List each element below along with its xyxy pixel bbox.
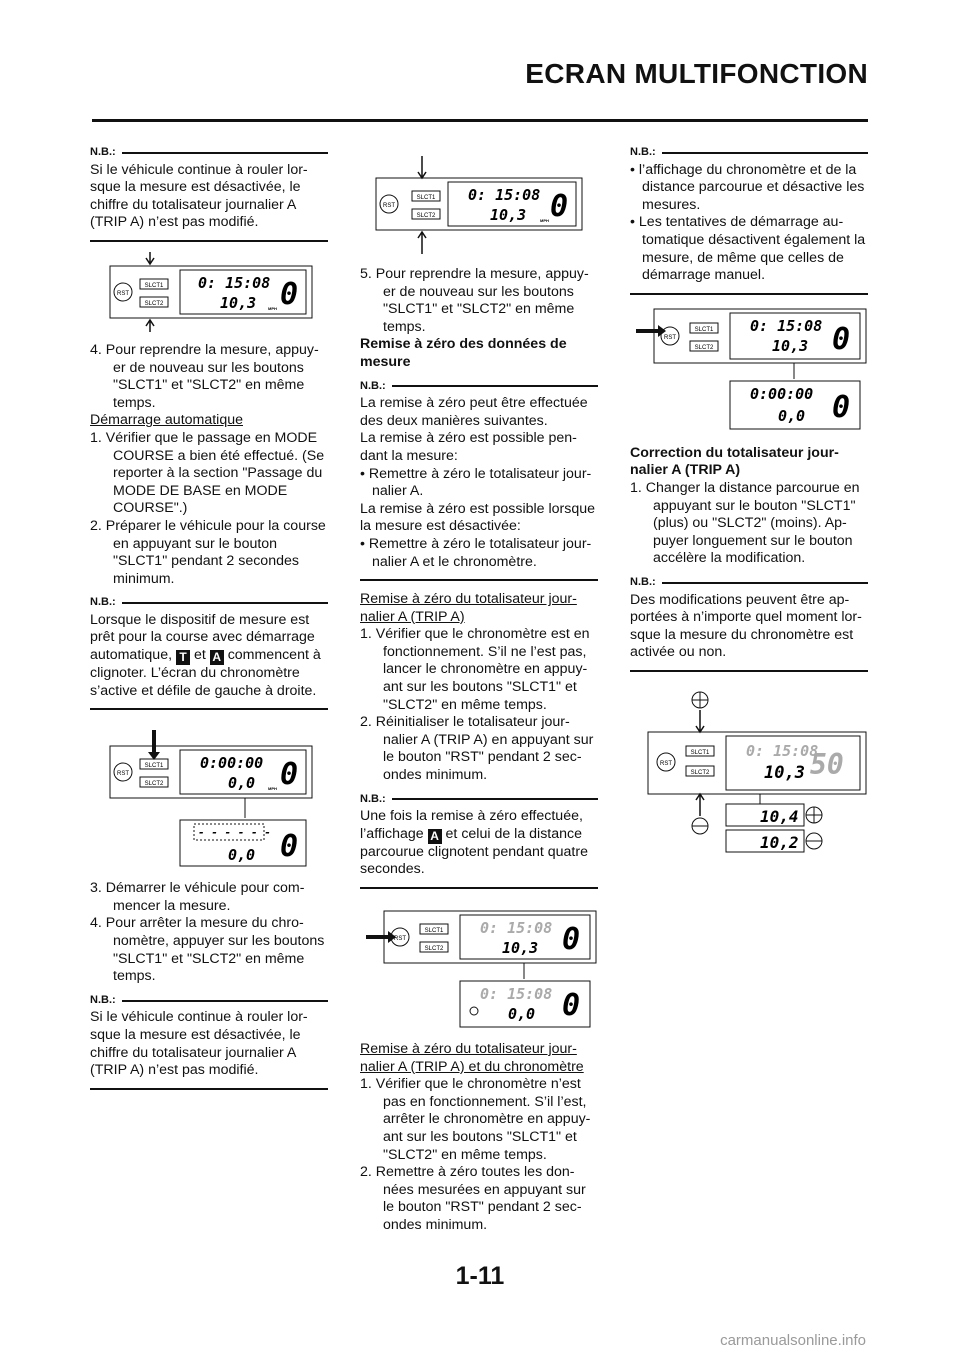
svg-text:0: 0	[550, 189, 569, 224]
step-text: 5. Pour reprendre la mesure, appuy-er de nouveau sur les boutons "SLCT1" et "SLCT2" en même temps.	[360, 266, 589, 335]
svg-text:SLCT1: SLCT1	[694, 326, 714, 333]
lcd-figure-1	[90, 252, 328, 332]
svg-text:50: 50	[810, 747, 844, 781]
svg-text:RST: RST	[660, 760, 672, 767]
press-arrow	[146, 252, 154, 264]
step-text: 2. Réinitialiser le totalisateur jour-nalier A (TRIP A) en appuyant sur le bouton "RST" pendant 2 sec-ondes minimum.	[360, 714, 594, 784]
svg-text:RST: RST	[117, 771, 129, 778]
svg-text:0: 0	[280, 757, 299, 793]
section-heading: Démarrage automatique	[90, 412, 243, 429]
svg-text:SLCT1: SLCT1	[416, 195, 436, 201]
step-text: 1. Vérifier que le chronomètre n’est pas en fonctionnement. S’il l’est, arrêter le chronomètre en appuy-ant sur les boutons "SLCT1" et "SLCT2" en même temps.	[360, 1076, 591, 1163]
svg-text:SLCT1: SLCT1	[144, 763, 164, 770]
rst-button-label: RST	[117, 290, 129, 297]
section-heading: Remise à zéro du totalisateur jour-nalier A (TRIP A) et du chronomètre	[360, 1041, 584, 1075]
svg-text:SLCT2: SLCT2	[416, 213, 436, 219]
svg-text:10,3: 10,3	[220, 293, 257, 312]
lcd-figure-3	[360, 156, 598, 256]
svg-text:0: 15:08: 0: 15:08	[480, 919, 553, 937]
step-text: 2. Préparer le véhicule pour la course en appuyant sur le bouton "SLCT1" pendant 2 secondes minimum.	[90, 517, 326, 587]
note-box	[90, 612, 328, 710]
page-number: 1-11	[455, 1262, 505, 1290]
note-text: Lorsque le dispositif de mesure est prêt pour la course avec démarrage automatique, T et A commencent à clignoter. L’écran du chronomètre s’active et défile de gauche à droite.	[90, 611, 321, 699]
svg-text:0: 15:08: 0: 15:08	[468, 186, 541, 204]
svg-text:10,3: 10,3	[772, 336, 809, 355]
svg-text:0: 0	[280, 829, 299, 865]
a-icon: A	[210, 650, 224, 665]
svg-text:- - - - - -: - - - - - -	[198, 826, 271, 840]
svg-text:0: 0	[562, 988, 581, 1023]
column-3	[630, 138, 868, 866]
svg-text:MPH: MPH	[540, 218, 549, 223]
watermark: carmanualsonline.info	[720, 1332, 866, 1349]
note-box: La remise à zéro peut être effectuée des deux manières suivantes. La remise à zéro est possible pen-dant la mesure: • Remettre à zéro le totalisateur jour-nalier A. La remise à zéro est possible lorsque la mesure est désactivée: • Remettre à zéro le totalisateur jour-nalier A et le chronomètre.	[360, 395, 598, 581]
t-icon: T	[176, 650, 190, 665]
svg-text:10,4: 10,4	[760, 806, 799, 826]
svg-text:0: 15:08: 0: 15:08	[198, 273, 271, 292]
step-text: 4. Pour arrêter la mesure du chro-nomètre, appuyer sur les boutons "SLCT1" et "SLCT2" en même temps.	[90, 915, 325, 985]
step-text: 1. Vérifier que le passage en MODE COURSE a bien été effectué. (Se reporter à la section "Passage du MODE DE BASE en MODE COURSE".)	[90, 429, 325, 517]
section-heading: Remise à zéro du totalisateur jour-nalier A (TRIP A)	[360, 591, 577, 625]
step-text: 1. Changer la distance parcourue en appuyant sur le bouton "SLCT1" (plus) ou "SLCT2" (moins). Ap-puyer longuement sur le bouton accélère la modification.	[630, 479, 860, 567]
svg-text:0: 15:08: 0: 15:08	[750, 316, 823, 335]
svg-text:RST: RST	[664, 334, 676, 341]
note-box: • l’affichage du chronomètre et de la distance parcourue et désactive les mesures. • Les tentatives de démarrage au-tomatique désactivent également la mesure, de même que celles de démarrage manuel.	[630, 162, 868, 295]
press-arrow	[146, 320, 154, 332]
note-box	[90, 162, 328, 242]
svg-text:RST: RST	[383, 203, 395, 209]
page-title: ECRAN MULTIFONCTION	[525, 58, 868, 89]
nb-label: N.B.:	[90, 594, 328, 612]
svg-text:0,0: 0,0	[778, 406, 806, 425]
nb-label: N.B.:	[90, 144, 328, 162]
note-text: Si le véhicule continue à rouler lor-sque la mesure est désactivée, le chiffre du totalisateur journalier A (TRIP A) n’est pas modifié.	[90, 161, 308, 231]
svg-text:0: 0	[832, 389, 851, 425]
note-text: Des modifications peuvent être ap-portées à n’importe quel moment lor-sque la mesure du chronomètre est activée ou non.	[630, 591, 862, 661]
svg-text:0: 0	[280, 276, 299, 312]
nb-label: N.B.:	[630, 574, 868, 592]
svg-text:SLCT2: SLCT2	[144, 300, 164, 307]
section-heading: Correction du totalisateur jour-nalier A (TRIP A)	[630, 444, 839, 479]
svg-text:SLCT2: SLCT2	[690, 769, 710, 776]
nb-label: N.B.:	[630, 144, 868, 162]
svg-text:SLCT1: SLCT1	[144, 282, 164, 289]
svg-text:MPH: MPH	[268, 305, 277, 311]
svg-text:10,3: 10,3	[490, 206, 527, 224]
svg-text:0:00:00: 0:00:00	[750, 384, 814, 403]
svg-text:10,2: 10,2	[760, 832, 799, 852]
svg-text:0,0: 0,0	[508, 1005, 536, 1023]
note-box	[630, 592, 868, 672]
note-box	[90, 1009, 328, 1089]
svg-text:SLCT1: SLCT1	[424, 928, 444, 934]
column-2	[360, 138, 598, 1235]
header-rule	[92, 119, 868, 122]
lcd-figure-6	[630, 686, 868, 856]
svg-text:10,3: 10,3	[502, 939, 539, 957]
svg-text:0,0: 0,0	[228, 774, 256, 793]
lcd-figure-5	[630, 305, 868, 435]
svg-text:0:00:00: 0:00:00	[200, 754, 264, 773]
step-text: 1. Vérifier que le chronomètre est en fonctionnement. S’il ne l’est pas, lancer le chronomètre en appuy-ant sur les boutons "SLCT1" et "SLCT2" en même temps.	[360, 626, 590, 713]
svg-text:SLCT2: SLCT2	[424, 946, 444, 952]
svg-text:0: 0	[832, 321, 851, 357]
svg-text:0: 15:08: 0: 15:08	[746, 741, 819, 760]
svg-text:10,3: 10,3	[764, 762, 805, 783]
step-text: 3. Démarrer le véhicule pour com-mencer la mesure.	[90, 880, 305, 914]
svg-text:0: 15:08: 0: 15:08	[480, 985, 553, 1003]
svg-text:MPH: MPH	[268, 786, 277, 792]
svg-text:SLCT1: SLCT1	[690, 749, 710, 756]
section-heading: Remise à zéro des données de mesure	[360, 336, 567, 370]
svg-text:0,0: 0,0	[228, 846, 256, 865]
svg-text:0: 0	[562, 922, 581, 957]
lcd-figure-2	[90, 720, 328, 870]
svg-text:RST: RST	[394, 936, 406, 942]
svg-text:SLCT2: SLCT2	[144, 781, 164, 788]
step-text: 2. Remettre à zéro toutes les don-nées mesurées en appuyant sur le bouton "RST" pendant 2 sec-ondes minimum.	[360, 1164, 586, 1233]
step-text: 4. Pour reprendre la mesure, appuy-er de nouveau sur les boutons "SLCT1" et "SLCT2" en même temps.	[90, 341, 319, 411]
nb-label: N.B.:	[90, 992, 328, 1010]
nb-label: N.B.:	[360, 791, 598, 809]
nb-label: N.B.:	[360, 378, 598, 396]
svg-text:SLCT2: SLCT2	[694, 344, 714, 351]
column-1	[90, 138, 328, 1100]
note-box: Une fois la remise à zéro effectuée, l’affichage A et celui de la distance parcourue clignotent pendant quatre secondes.	[360, 808, 598, 889]
lcd-figure-4	[360, 899, 598, 1031]
a-icon: A	[428, 829, 442, 844]
note-text: Si le véhicule continue à rouler lor-sque la mesure est désactivée, le chiffre du totalisateur journalier A (TRIP A) n’est pas modifié.	[90, 1009, 308, 1079]
